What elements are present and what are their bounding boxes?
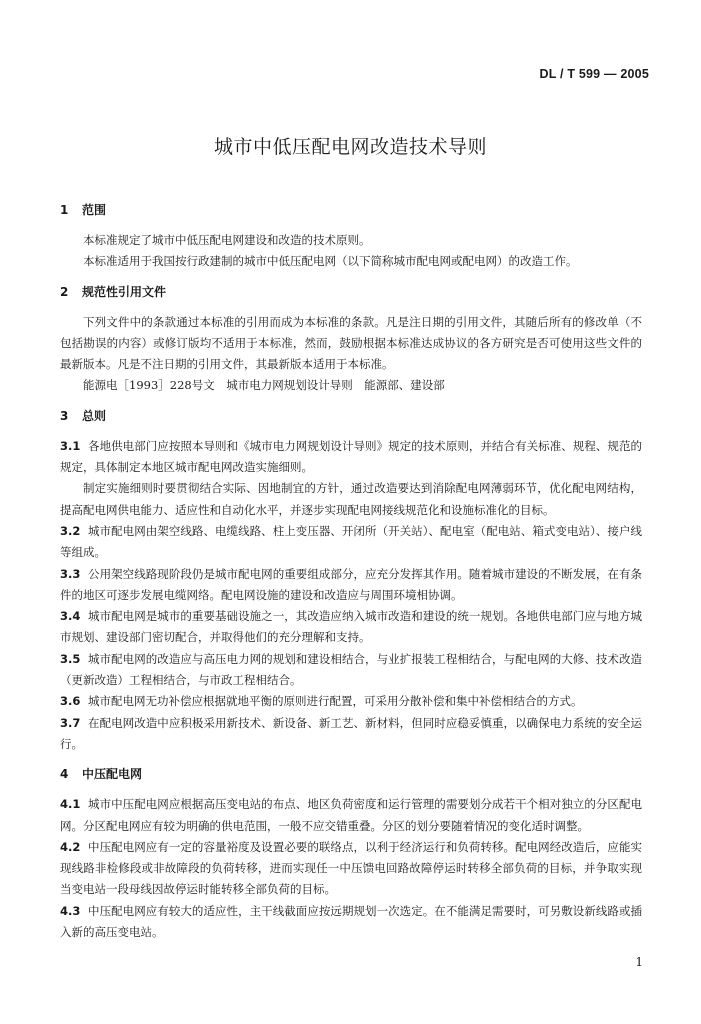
page-number: 1 <box>635 955 643 969</box>
section-heading-1: 1 范围 <box>60 203 107 217</box>
clause-4-1: 4.1 城市中压配电网应根据高压变电站的布点、地区负荷密度和运行管理的需要划分成若干个相对独立的分区配电网。分区配电网应有较为明确的供电范围，一般不应交错重叠。分区的划分要随着情况的变化适时调整。 <box>60 797 642 833</box>
paragraph: 制定实施细则时要贯彻结合实际、因地制宜的方针，通过改造要达到消除配电网薄弱环节，优化配电网结构，提高配电网供电能力、适应性和自动化水平，并逐步实现配电网接线规范化和设施标准化的目标。 <box>60 481 642 517</box>
paragraph: 本标准适用于我国按行政建制的城市中低压配电网（以下简称城市配电网或配电网）的改造工作。 <box>83 254 578 269</box>
section-heading-4: 4 中压配电网 <box>60 767 143 782</box>
clause-3-2: 3.2 城市配电网由架空线路、电缆线路、柱上变压器、开闭所（开关站）、配电室（配电站、箱式变电站）、接户线等组成。 <box>60 523 642 560</box>
clause-3-7: 3.7 在配电网改造中应积极采用新技术、新设备、新工艺、新材料，但同时应稳妥慎重，以确保电力系统的安全运行。 <box>60 715 642 751</box>
paragraph: 本标准规定了城市中低压配电网建设和改造的技术原则。 <box>83 233 371 247</box>
clause-4-3: 4.3 中压配电网应有较大的适应性，主干线截面应按远期规划一次选定。在不能满足需要时，可另敷设新线路或插入新的高压变电站。 <box>60 903 642 940</box>
standard-code: DL / T 599 — 2005 <box>539 67 649 81</box>
clause-3-5: 3.5 城市配电网的改造应与高压电力网的规划和建设相结合，与业扩报装工程相结合，与配电网的大修、技术改造（更新改造）工程相结合，与市政工程相结合。 <box>60 651 642 688</box>
paragraph: 下列文件中的条款通过本标准的引用而成为本标准的条款。凡是注日期的引用文件，其随后所有的修改单（不包括勘误的内容）或修订版均不适用于本标准，然而，鼓励根据本标准达成协议的各方研究是否可使用这些文件的最新版本。凡是不注日期的引用文件，其最新版本适用于本标准。 <box>60 314 642 372</box>
reference-entry: 能源电［1993］228号文 城市电力网规划设计导则 能源部、建设部 <box>83 378 445 393</box>
document-body <box>60 200 642 943</box>
document-title: 城市中低压配电网改造技术导则 <box>213 136 487 158</box>
clause-3-1: 3.1 各地供电部门应按照本导则和《城市电力网规划设计导则》规定的技术原则，并结合有关标准、规程、规范的规定，具体制定本地区城市配电网改造实施细则。 <box>60 438 642 475</box>
clause-3-3: 3.3 公用架空线路现阶段仍是城市配电网的重要组成部分，应充分发挥其作用。随着城市建设的不断发展，在有条件的地区可逐步发展电缆网络。配电网设施的建设和改造应与周围环境相协调。 <box>60 566 642 602</box>
clause-4-2: 4.2 中压配电网应有一定的容量裕度及设置必要的联络点，以利于经济运行和负荷转移。配电网经改造后，应能实现线路非检修段或非故障段的负荷转移，进而实现任一中压馈电回路故障停运时转移全部负荷的目标，并争取实现当变电站一段母线因故停运时能转移全部负荷的目标。 <box>60 839 642 897</box>
section-heading-3: 3 总则 <box>60 408 107 423</box>
clause-3-6: 3.6 城市配电网无功补偿应根据就地平衡的原则进行配置，可采用分散补偿和集中补偿相结合的方式。 <box>60 694 583 709</box>
clause-3-4: 3.4 城市配电网是城市的重要基础设施之一，其改造应纳入城市改造和建设的统一规划。各地供电部门应与地方城市规划、建设部门密切配合，并取得他们的充分理解和支持。 <box>60 609 642 645</box>
section-heading-2: 2 规范性引用文件 <box>60 284 167 299</box>
